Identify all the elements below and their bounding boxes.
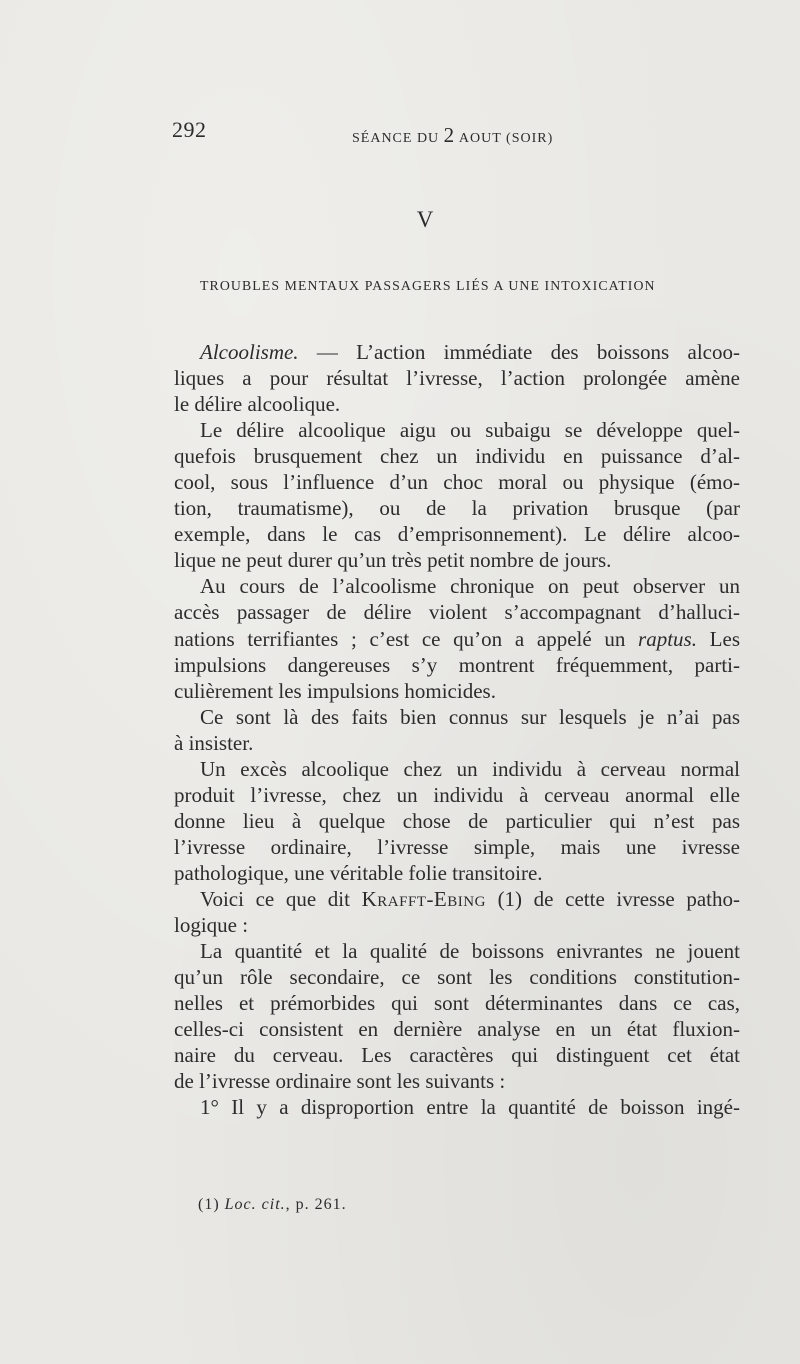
body-text bbox=[174, 339, 740, 1120]
running-head-pre: SÉANCE DU bbox=[352, 131, 440, 146]
text-line: produit l’ivresse, chez un individu à cerveau anormal elle bbox=[174, 782, 740, 807]
line-text: nations terrifiantes ; c’est ce qu’on a appelé un bbox=[174, 626, 639, 651]
text-line: liques a pour résultat l’ivresse, l’action prolongée amène bbox=[174, 366, 740, 391]
running-head bbox=[352, 123, 553, 148]
section-numeral: V bbox=[416, 207, 434, 232]
text-line: nelles et prémorbides qui sont déterminantes dans ce cas, bbox=[174, 991, 740, 1016]
italic-term: raptus. bbox=[638, 626, 697, 651]
footnote-citation: Loc. cit. bbox=[224, 1196, 286, 1213]
text-line: Ce sont là des faits bien connus sur lesquels je n’ai pas bbox=[200, 704, 740, 729]
text-line: qu’un rôle secondaire, ce sont les conditions constitution- bbox=[174, 965, 740, 990]
text-line: à insister. bbox=[174, 730, 254, 755]
text-line: de l’ivresse ordinaire sont les suivants : bbox=[174, 1069, 506, 1094]
running-head-num: 2 bbox=[443, 123, 456, 147]
footnote bbox=[198, 1196, 347, 1214]
text-line: Le délire alcoolique aigu ou subaigu se développe quel- bbox=[200, 418, 740, 443]
line-text: Voici ce que dit bbox=[200, 886, 362, 911]
author-name: Krafft-Ebing bbox=[361, 886, 486, 911]
text-line: celles-ci consistent en dernière analyse en un état fluxion- bbox=[174, 1017, 740, 1042]
line-text: Les bbox=[696, 626, 740, 651]
text-line: 1° Il y a disproportion entre la quantité de boisson ingé- bbox=[200, 1095, 740, 1120]
italic-heading: Alcoolisme. bbox=[200, 340, 299, 364]
text-line bbox=[174, 339, 740, 365]
text-line: cool, sous l’influence d’un choc moral ou physique (émo- bbox=[174, 470, 740, 495]
running-head-post: AOUT (SOIR) bbox=[458, 131, 554, 146]
text-line: lique ne peut durer qu’un très petit nombre de jours. bbox=[174, 548, 612, 573]
text-line: Au cours de l’alcoolisme chronique on peut observer un bbox=[200, 574, 740, 599]
text-line: tion, traumatisme), ou de la privation brusque (par bbox=[174, 496, 740, 521]
text-line: donne lieu à quelque chose de particulier qui n’est pas bbox=[174, 808, 740, 833]
text-line: pathologique, une véritable folie transitoire. bbox=[174, 860, 543, 885]
text-line bbox=[174, 626, 740, 652]
text-line: Un excès alcoolique chez un individu à cerveau normal bbox=[200, 756, 740, 781]
page-header bbox=[172, 117, 732, 147]
line-text: (1) de cette ivresse patho- bbox=[485, 886, 740, 911]
text-line: accès passager de délire violent s’accompagnant d’halluci- bbox=[174, 600, 740, 625]
text-line: naire du cerveau. Les caractères qui distinguent cet état bbox=[174, 1043, 740, 1068]
section-title: TROUBLES MENTAUX PASSAGERS LIÉS A UNE INTOXICATION bbox=[200, 278, 656, 293]
text-line: exemple, dans le cas d’emprisonnement). Le délire alcoo- bbox=[174, 522, 740, 547]
text-line: impulsions dangereuses s’y montrent fréquemment, parti- bbox=[174, 652, 740, 677]
text-line: l’ivresse ordinaire, l’ivresse simple, mais une ivresse bbox=[174, 834, 740, 859]
text-line: le délire alcoolique. bbox=[174, 392, 341, 417]
footnote-marker: (1) bbox=[198, 1196, 225, 1213]
text-line bbox=[174, 886, 740, 912]
line-text: — L’action immédiate des boissons alcoo- bbox=[298, 340, 740, 364]
text-line: quefois brusquement chez un individu en puissance d’al- bbox=[174, 444, 740, 469]
text-line: logique : bbox=[174, 913, 249, 938]
page-number: 292 bbox=[172, 117, 207, 142]
text-line: La quantité et la qualité de boissons enivrantes ne jouent bbox=[200, 939, 740, 964]
text-line: culièrement les impulsions homicides. bbox=[174, 678, 496, 703]
footnote-page: , p. 261. bbox=[285, 1196, 347, 1213]
